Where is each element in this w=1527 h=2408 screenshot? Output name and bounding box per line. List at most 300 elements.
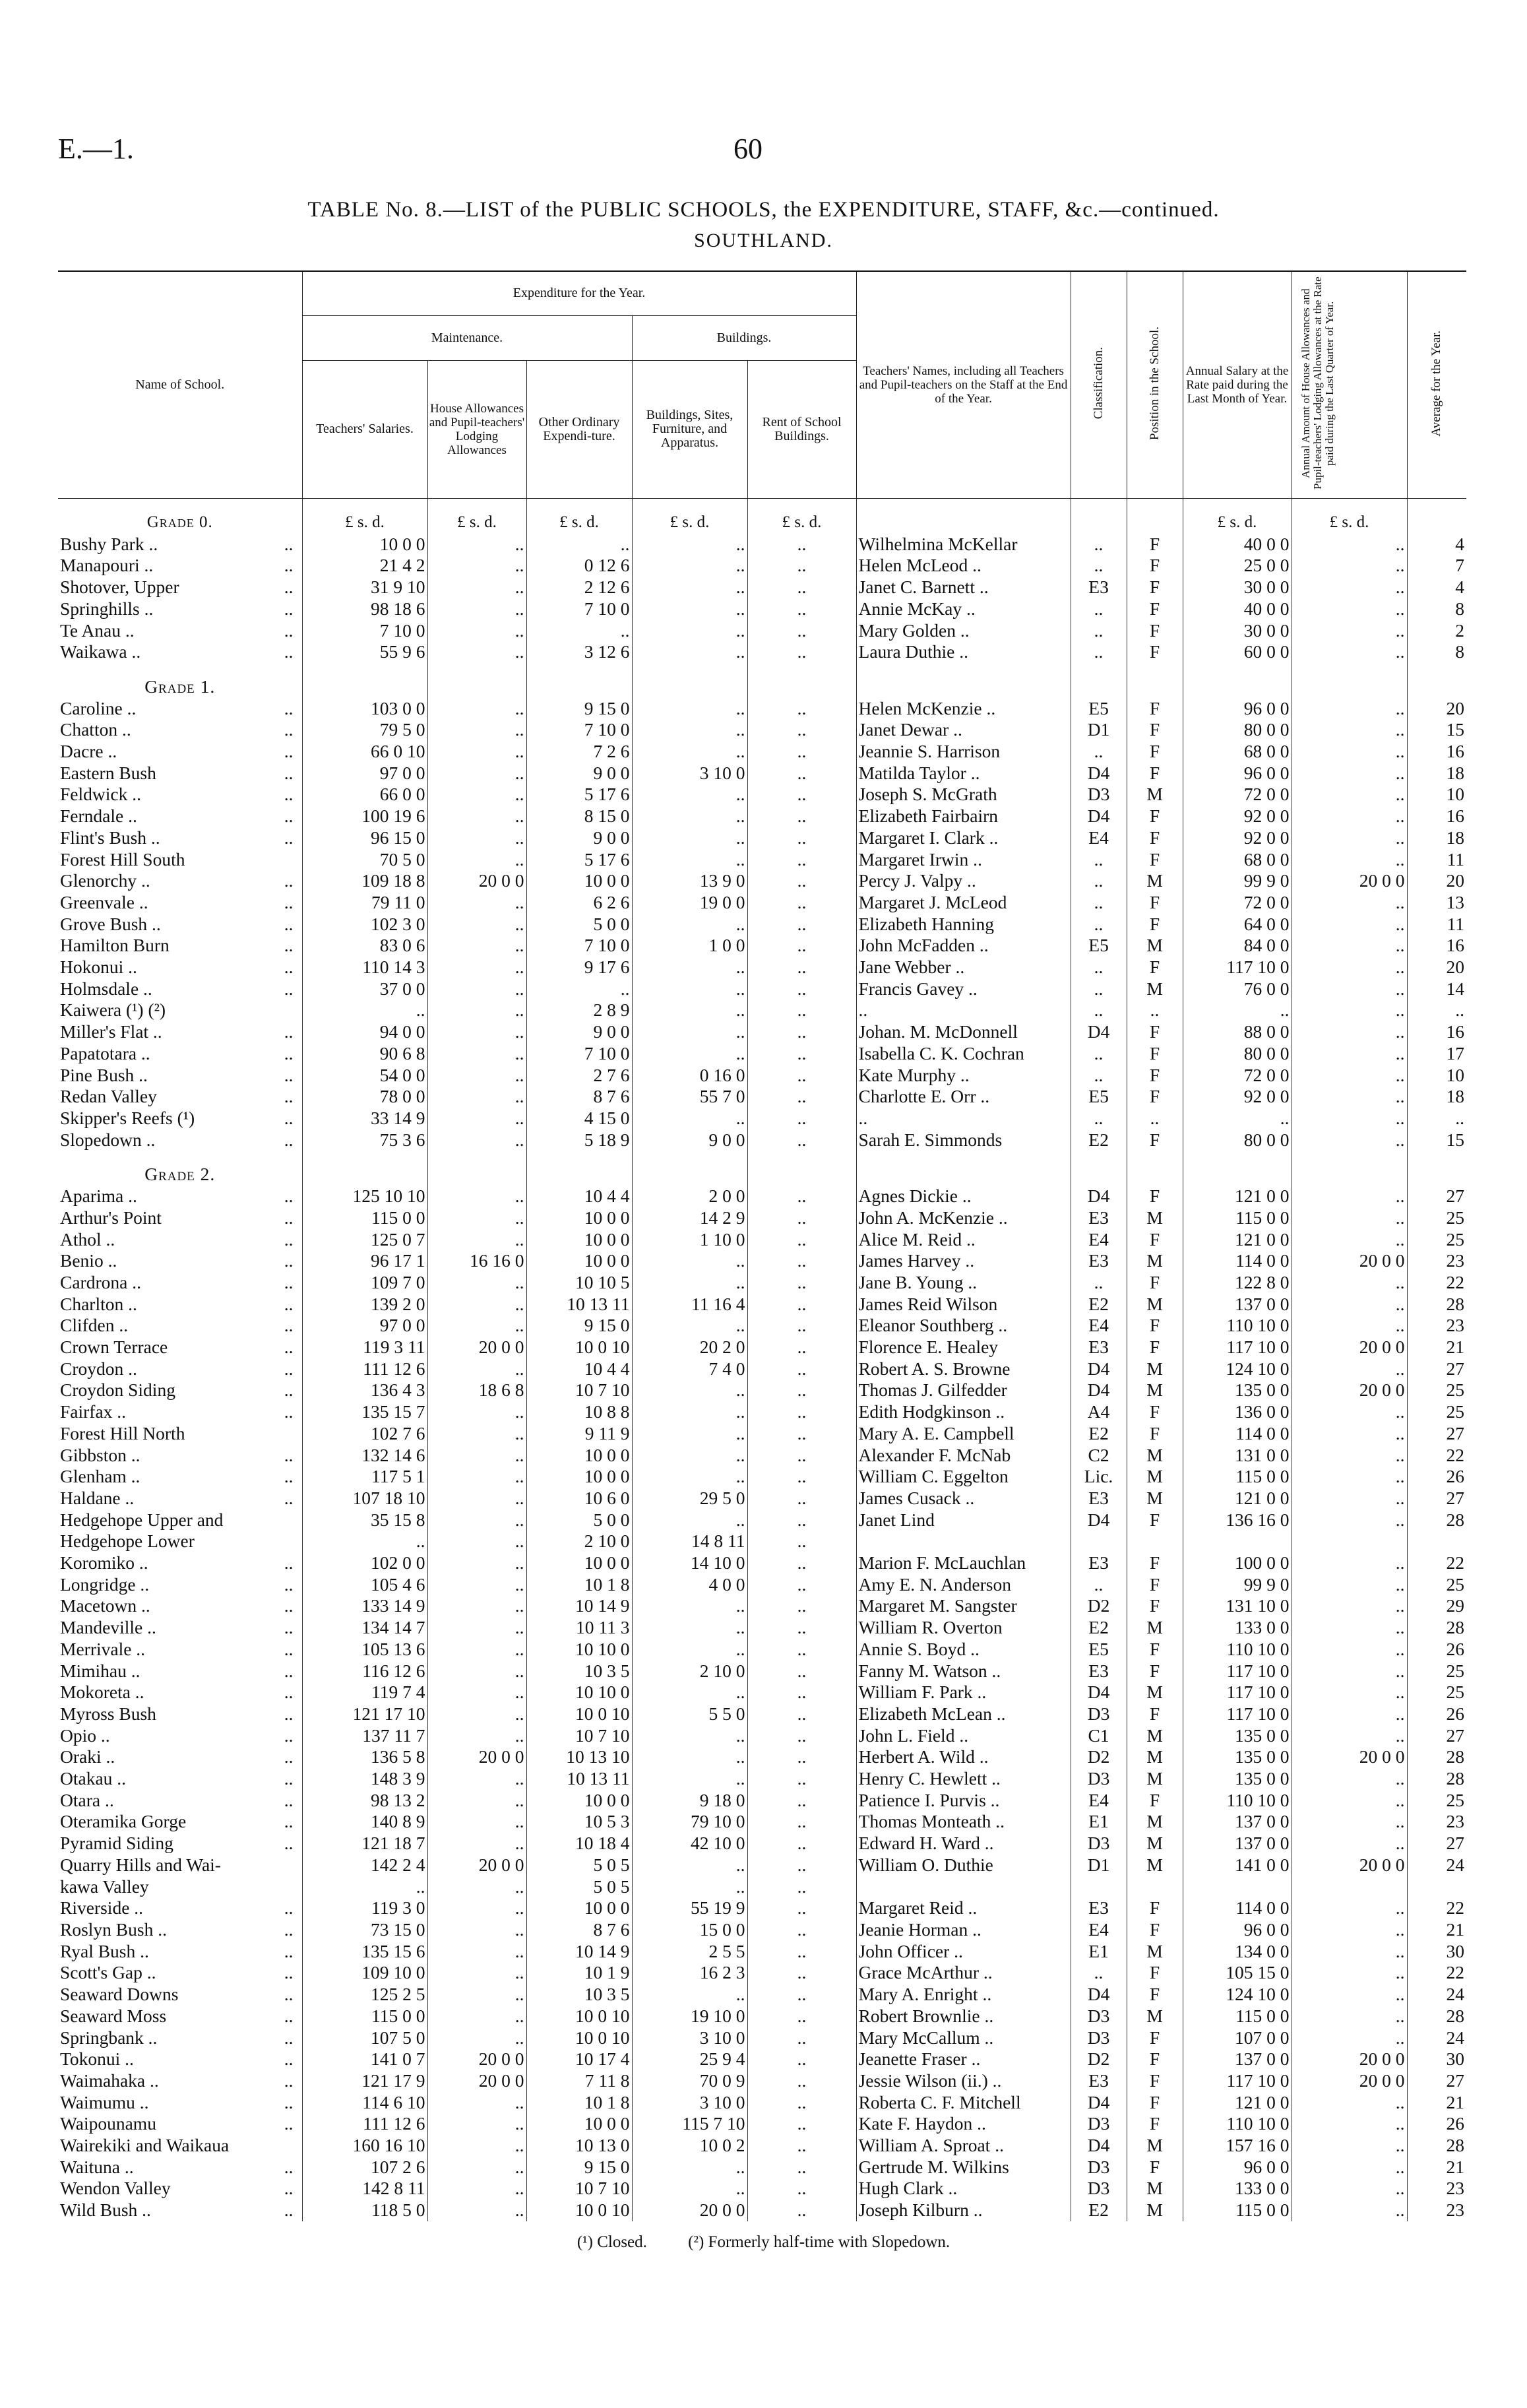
table-row — [58, 1229, 1466, 1251]
average-attendance: 26 — [1446, 1466, 1465, 1487]
other-expenditure: 5 0 0 — [526, 914, 632, 935]
annual-house-allowance: 20 0 0 — [1292, 1337, 1407, 1358]
annual-salary: 135 0 0 — [1183, 1379, 1292, 1401]
table-row — [58, 1984, 1466, 2006]
annual-salary: 64 0 0 — [1183, 914, 1292, 935]
teachers-salaries: 94 0 0 — [302, 1021, 427, 1043]
buildings-sites: 4 0 0 — [632, 1574, 747, 1596]
rent-buildings: .. — [747, 2157, 856, 2178]
house-allowances: 20 0 0 — [427, 2048, 526, 2070]
house-allowances: .. — [427, 2157, 526, 2178]
leader-dots: .. — [284, 2005, 294, 2026]
school-name — [58, 957, 302, 978]
other-expenditure: .. — [526, 978, 632, 1000]
annual-house-allowance: .. — [1292, 1272, 1407, 1294]
spacer-cell — [1292, 1151, 1407, 1164]
buildings-sites: .. — [632, 1854, 747, 1876]
other-expenditure: 10 7 10 — [526, 2178, 632, 2200]
empty-cell — [856, 1164, 1071, 1186]
average-attendance: 28 — [1446, 1746, 1465, 1767]
position: M — [1127, 1746, 1183, 1768]
teachers-salaries: 111 12 6 — [302, 2113, 427, 2135]
annual-house-allowance: .. — [1292, 1086, 1407, 1108]
rent-buildings: .. — [747, 1661, 856, 1682]
table-row — [58, 1186, 1466, 1207]
annual-house-allowance: .. — [1292, 2027, 1407, 2049]
teacher-name: Francis Gavey .. — [856, 978, 1071, 1000]
annual-house-allowance: .. — [1292, 555, 1407, 577]
leader-dots: .. — [284, 1919, 294, 1940]
other-expenditure: 10 10 0 — [526, 1639, 632, 1661]
annual-salary: 115 0 0 — [1183, 2006, 1292, 2027]
col-rent: Rent of School Buildings. — [747, 360, 856, 499]
leader-dots: .. — [284, 2091, 294, 2112]
annual-house-allowance: .. — [1292, 978, 1407, 1000]
table-row — [58, 1639, 1466, 1661]
school-name-text: Eastern Bush — [60, 762, 156, 783]
position: F — [1127, 1086, 1183, 1108]
classification: E5 — [1071, 1086, 1127, 1108]
annual-house-allowance: .. — [1292, 741, 1407, 763]
average-attendance: .. — [1455, 999, 1465, 1021]
col-teachers-names: Teachers' Names, including all Teachers and Pupil-teachers on the Staff at the End of the Year. — [856, 272, 1071, 499]
buildings-sites: .. — [632, 1509, 747, 1531]
teachers-salaries: 125 10 10 — [302, 1186, 427, 1207]
buildings-sites: 42 10 0 — [632, 1833, 747, 1854]
school-name — [58, 641, 302, 663]
table-row — [58, 1897, 1466, 1919]
other-expenditure: 10 13 11 — [526, 1294, 632, 1315]
empty-cell — [1183, 676, 1292, 698]
average-attendance: 4 — [1455, 577, 1465, 598]
position: F — [1127, 1043, 1183, 1065]
rent-buildings: .. — [747, 1811, 856, 1833]
rent-buildings: .. — [747, 1250, 856, 1272]
teachers-salaries: 107 5 0 — [302, 2027, 427, 2049]
annual-salary: 88 0 0 — [1183, 1021, 1292, 1043]
classification: D1 — [1071, 719, 1127, 741]
leader-dots: .. — [284, 1466, 294, 1487]
teacher-name: John Officer .. — [856, 1941, 1071, 1963]
table-row — [58, 2200, 1466, 2221]
classification: D4 — [1071, 2092, 1127, 2114]
school-name — [58, 827, 302, 849]
teacher-name: Elizabeth McLean .. — [856, 1703, 1071, 1725]
leader-dots: .. — [284, 2048, 294, 2070]
leader-dots: .. — [284, 891, 294, 912]
classification: D3 — [1071, 1703, 1127, 1725]
position: F — [1127, 1790, 1183, 1812]
house-allowances: .. — [427, 784, 526, 806]
house-allowances: .. — [427, 2200, 526, 2221]
classification: E3 — [1071, 1488, 1127, 1509]
table-row — [58, 1811, 1466, 1833]
other-expenditure: 10 13 0 — [526, 2135, 632, 2157]
other-expenditure: .. — [526, 534, 632, 555]
other-expenditure: 8 7 6 — [526, 1919, 632, 1941]
annual-salary — [1183, 1531, 1292, 1552]
rent-buildings: .. — [747, 1315, 856, 1337]
annual-salary: 25 0 0 — [1183, 555, 1292, 577]
leader-dots: .. — [284, 1595, 294, 1616]
annual-salary: 107 0 0 — [1183, 2027, 1292, 2049]
position: F — [1127, 1229, 1183, 1251]
position: F — [1127, 914, 1183, 935]
teachers-salaries: 117 5 1 — [302, 1466, 427, 1488]
teachers-salaries: 115 0 0 — [302, 2006, 427, 2027]
school-name — [58, 1919, 302, 1941]
buildings-sites: .. — [632, 1272, 747, 1294]
school-name — [58, 1639, 302, 1661]
house-allowances: .. — [427, 698, 526, 720]
school-name — [58, 1401, 302, 1423]
leader-dots: .. — [284, 719, 294, 740]
teachers-salaries: 83 0 6 — [302, 935, 427, 957]
buildings-sites: 19 0 0 — [632, 892, 747, 914]
table-row — [58, 698, 1466, 720]
classification: D2 — [1071, 1595, 1127, 1617]
buildings-sites: .. — [632, 1639, 747, 1661]
school-name — [58, 1984, 302, 2006]
position: F — [1127, 698, 1183, 720]
spacer-cell — [632, 1151, 747, 1164]
buildings-sites: .. — [632, 1876, 747, 1898]
rent-buildings: .. — [747, 555, 856, 577]
rent-buildings: .. — [747, 1272, 856, 1294]
annual-salary: 72 0 0 — [1183, 892, 1292, 914]
average-attendance: 21 — [1446, 1919, 1465, 1940]
teacher-name: Elizabeth Hanning — [856, 914, 1071, 935]
teachers-salaries: 55 9 6 — [302, 641, 427, 663]
school-name — [58, 784, 302, 806]
teachers-salaries: 96 17 1 — [302, 1250, 427, 1272]
annual-house-allowance: .. — [1292, 641, 1407, 663]
other-expenditure: 10 0 0 — [526, 1466, 632, 1488]
buildings-sites: 13 9 0 — [632, 870, 747, 892]
leader-dots: .. — [284, 1271, 294, 1292]
annual-house-allowance: .. — [1292, 620, 1407, 642]
school-name-text: Tokonui .. — [60, 2048, 134, 2070]
house-allowances: .. — [427, 1703, 526, 1725]
school-name — [58, 892, 302, 914]
position: F — [1127, 598, 1183, 620]
other-expenditure: 10 17 4 — [526, 2048, 632, 2070]
buildings-sites: .. — [632, 806, 747, 827]
average-attendance: 18 — [1446, 827, 1465, 848]
teachers-salaries: 31 9 10 — [302, 577, 427, 598]
leader-dots: .. — [284, 1552, 294, 1573]
teachers-salaries: 136 4 3 — [302, 1379, 427, 1401]
school-name-text: Springbank .. — [60, 2027, 158, 2048]
annual-salary: 115 0 0 — [1183, 1207, 1292, 1229]
house-allowances: .. — [427, 1358, 526, 1380]
average-attendance: 29 — [1446, 1595, 1465, 1616]
position: M — [1127, 2200, 1183, 2221]
annual-house-allowance: .. — [1292, 1574, 1407, 1596]
annual-house-allowance: .. — [1292, 1768, 1407, 1790]
teacher-name — [856, 1876, 1071, 1898]
table-row — [58, 1876, 1466, 1898]
annual-salary: 68 0 0 — [1183, 849, 1292, 871]
buildings-sites: .. — [632, 620, 747, 642]
table-row — [58, 806, 1466, 827]
teacher-name: Joseph Kilburn .. — [856, 2200, 1071, 2221]
empty-cell — [302, 676, 427, 698]
school-name — [58, 1595, 302, 1617]
table-row — [58, 598, 1466, 620]
other-expenditure: 10 1 8 — [526, 2092, 632, 2114]
teachers-salaries: 111 12 6 — [302, 1358, 427, 1380]
teachers-salaries: 134 14 7 — [302, 1617, 427, 1639]
table-row — [58, 1250, 1466, 1272]
school-name-text: Ryal Bush .. — [60, 1940, 149, 1961]
table-row — [58, 999, 1466, 1021]
buildings-sites: 1 10 0 — [632, 1229, 747, 1251]
rent-buildings: .. — [747, 999, 856, 1021]
annual-salary: 96 0 0 — [1183, 2157, 1292, 2178]
spacer-cell — [427, 1151, 526, 1164]
buildings-sites: 55 7 0 — [632, 1086, 747, 1108]
annual-house-allowance: .. — [1292, 1021, 1407, 1043]
classification: D4 — [1071, 1021, 1127, 1043]
annual-house-allowance: .. — [1292, 2178, 1407, 2200]
position: F — [1127, 2157, 1183, 2178]
buildings-sites: 9 18 0 — [632, 1790, 747, 1812]
rent-buildings: .. — [747, 1595, 856, 1617]
school-name-text: Quarry Hills and Wai- — [60, 1854, 221, 1875]
school-name-text: Redan Valley — [60, 1086, 157, 1107]
table-row — [58, 1854, 1466, 1876]
average-attendance: 15 — [1446, 719, 1465, 740]
annual-house-allowance: .. — [1292, 1941, 1407, 1963]
table-row — [58, 763, 1466, 784]
school-name — [58, 1423, 302, 1445]
school-name-text: Cardrona .. — [60, 1271, 141, 1292]
teachers-salaries: 136 5 8 — [302, 1746, 427, 1768]
table-row — [58, 1129, 1466, 1151]
school-name — [58, 698, 302, 720]
school-name-text: Ferndale .. — [60, 806, 137, 827]
leader-dots: .. — [284, 2156, 294, 2177]
buildings-sites: 3 10 0 — [632, 2027, 747, 2049]
position: F — [1127, 2027, 1183, 2049]
buildings-sites: 79 10 0 — [632, 1811, 747, 1833]
average-attendance: 27 — [1446, 1833, 1465, 1854]
empty-cell — [747, 1164, 856, 1186]
leader-dots: .. — [284, 577, 294, 598]
classification: D3 — [1071, 1833, 1127, 1854]
school-name-text: Waimumu .. — [60, 2091, 149, 2112]
annual-salary — [1183, 1876, 1292, 1898]
buildings-sites: .. — [632, 1021, 747, 1043]
annual-salary: 84 0 0 — [1183, 935, 1292, 957]
classification: .. — [1071, 1108, 1127, 1129]
teachers-salaries: 119 3 0 — [302, 1897, 427, 1919]
table-row — [58, 534, 1466, 555]
teachers-salaries: 148 3 9 — [302, 1768, 427, 1790]
school-name — [58, 935, 302, 957]
other-expenditure: 2 12 6 — [526, 577, 632, 598]
col-annual-house-allowance: Annual Amount of House Allowances and Pupil-teachers' Lodging Allowances at the Rate paid during the Last Quarter of Year. — [1292, 272, 1407, 499]
leader-dots: .. — [284, 1768, 294, 1789]
teachers-salaries: .. — [302, 1531, 427, 1552]
school-name — [58, 1897, 302, 1919]
rent-buildings: .. — [747, 1531, 856, 1552]
teachers-salaries: 139 2 0 — [302, 1294, 427, 1315]
buildings-sites: .. — [632, 1746, 747, 1768]
position: M — [1127, 1725, 1183, 1747]
leader-dots: .. — [284, 1746, 294, 1767]
classification: E3 — [1071, 2070, 1127, 2092]
buildings-sites: 15 0 0 — [632, 1919, 747, 1941]
school-name-text: Oteramika Gorge — [60, 1811, 187, 1832]
annual-house-allowance: .. — [1292, 719, 1407, 741]
house-allowances: .. — [427, 1574, 526, 1596]
teacher-name: Amy E. N. Anderson — [856, 1574, 1071, 1596]
school-name — [58, 1129, 302, 1151]
school-name-text: Papatotara .. — [60, 1042, 150, 1063]
annual-house-allowance: .. — [1292, 1552, 1407, 1574]
rent-buildings: .. — [747, 1876, 856, 1898]
school-name — [58, 1617, 302, 1639]
other-expenditure: 7 11 8 — [526, 2070, 632, 2092]
annual-house-allowance: .. — [1292, 892, 1407, 914]
annual-house-allowance: .. — [1292, 698, 1407, 720]
table-row — [58, 2135, 1466, 2157]
classification: D3 — [1071, 2006, 1127, 2027]
school-name-text: Oraki .. — [60, 1746, 115, 1767]
spacer-cell — [856, 1151, 1071, 1164]
house-allowances: .. — [427, 999, 526, 1021]
rent-buildings: .. — [747, 1229, 856, 1251]
teacher-name: James Reid Wilson — [856, 1294, 1071, 1315]
grade-heading-row — [58, 676, 1466, 698]
school-name-text: Seaward Moss — [60, 2005, 167, 2026]
teachers-salaries: 54 0 0 — [302, 1065, 427, 1087]
school-name-text: Hamilton Burn — [60, 935, 170, 956]
classification: .. — [1071, 555, 1127, 577]
annual-house-allowance: .. — [1292, 1129, 1407, 1151]
other-expenditure: 5 0 5 — [526, 1854, 632, 1876]
buildings-sites: 115 7 10 — [632, 2113, 747, 2135]
buildings-sites: 20 2 0 — [632, 1337, 747, 1358]
classification: D3 — [1071, 784, 1127, 806]
table-row — [58, 914, 1466, 935]
position: M — [1127, 1466, 1183, 1488]
teacher-name: Florence E. Healey — [856, 1337, 1071, 1358]
teachers-salaries: 140 8 9 — [302, 1811, 427, 1833]
school-name — [58, 1108, 302, 1129]
classification: .. — [1071, 598, 1127, 620]
average-attendance: 18 — [1446, 1086, 1465, 1107]
position: M — [1127, 2135, 1183, 2157]
school-name — [58, 2157, 302, 2178]
teachers-salaries: 102 3 0 — [302, 914, 427, 935]
teachers-salaries: 119 3 11 — [302, 1337, 427, 1358]
buildings-sites: 20 0 0 — [632, 2200, 747, 2221]
annual-salary: 60 0 0 — [1183, 641, 1292, 663]
average-attendance: 14 — [1446, 978, 1465, 999]
table-row — [58, 1207, 1466, 1229]
school-name-text: Hedgehope Upper and — [60, 1509, 224, 1530]
school-name-text: Longridge .. — [60, 1573, 150, 1595]
annual-salary: 117 10 0 — [1183, 957, 1292, 978]
position: F — [1127, 806, 1183, 827]
annual-house-allowance: .. — [1292, 2006, 1407, 2027]
classification: D4 — [1071, 1682, 1127, 1703]
other-expenditure: 9 11 9 — [526, 1423, 632, 1445]
school-name — [58, 1445, 302, 1467]
annual-house-allowance: .. — [1292, 2157, 1407, 2178]
teacher-name: John A. McKenzie .. — [856, 1207, 1071, 1229]
school-name-text: Macetown .. — [60, 1595, 150, 1616]
school-name-text: Hokonui .. — [60, 957, 137, 978]
rent-buildings: .. — [747, 1617, 856, 1639]
annual-salary: 136 0 0 — [1183, 1401, 1292, 1423]
position: F — [1127, 2092, 1183, 2114]
teachers-salaries: .. — [302, 1876, 427, 1898]
school-name — [58, 1725, 302, 1747]
annual-house-allowance: .. — [1292, 1358, 1407, 1380]
other-expenditure: 8 15 0 — [526, 806, 632, 827]
teacher-name: Edith Hodgkinson .. — [856, 1401, 1071, 1423]
grade-heading-row — [58, 512, 1466, 534]
classification: D4 — [1071, 1509, 1127, 1531]
classification: D2 — [1071, 2048, 1127, 2070]
school-name — [58, 620, 302, 642]
annual-house-allowance: .. — [1292, 1703, 1407, 1725]
other-expenditure: 2 7 6 — [526, 1065, 632, 1087]
other-expenditure: .. — [526, 620, 632, 642]
teacher-name: Alice M. Reid .. — [856, 1229, 1071, 1251]
annual-salary: 124 10 0 — [1183, 1984, 1292, 2006]
table-row — [58, 1661, 1466, 1682]
school-name-text: Myross Bush — [60, 1703, 156, 1724]
empty-cell — [427, 676, 526, 698]
position — [1127, 1531, 1183, 1552]
leader-dots: .. — [284, 1638, 294, 1659]
school-name — [58, 577, 302, 598]
average-attendance: 7 — [1455, 555, 1465, 576]
teacher-name: Johan. M. McDonnell — [856, 1021, 1071, 1043]
school-name-text: Fairfax .. — [60, 1401, 127, 1422]
other-expenditure: 10 1 8 — [526, 1574, 632, 1596]
average-attendance: 30 — [1446, 1940, 1465, 1961]
table-row — [58, 1445, 1466, 1467]
average-attendance: 25 — [1446, 1228, 1465, 1250]
empty-cell — [1407, 512, 1466, 534]
classification: .. — [1071, 870, 1127, 892]
other-expenditure: 10 0 0 — [526, 1445, 632, 1467]
house-allowances: 20 0 0 — [427, 1746, 526, 1768]
annual-salary: 121 0 0 — [1183, 1186, 1292, 1207]
position: F — [1127, 1595, 1183, 1617]
leader-dots: .. — [284, 1682, 294, 1703]
school-name — [58, 1379, 302, 1401]
annual-house-allowance: .. — [1292, 1617, 1407, 1639]
school-name-text: Miller's Flat .. — [60, 1021, 162, 1042]
annual-salary: 80 0 0 — [1183, 1129, 1292, 1151]
teachers-salaries: 137 11 7 — [302, 1725, 427, 1747]
position: F — [1127, 2113, 1183, 2135]
position: F — [1127, 1337, 1183, 1358]
house-allowances: .. — [427, 1790, 526, 1812]
average-attendance: 16 — [1446, 806, 1465, 827]
position: M — [1127, 978, 1183, 1000]
leader-dots: .. — [284, 1401, 294, 1422]
classification: E3 — [1071, 1207, 1127, 1229]
other-expenditure: 10 7 10 — [526, 1725, 632, 1747]
